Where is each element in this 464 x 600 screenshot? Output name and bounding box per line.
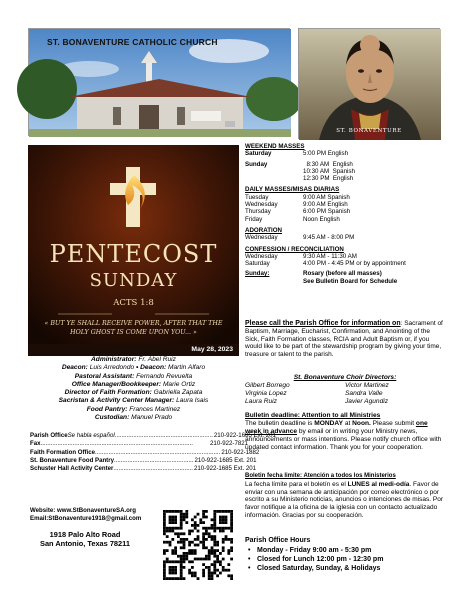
office-row: Parish Office Se habla español .......................................................... 210-922-1685 Ext. 201 xyxy=(30,432,276,439)
staff-row: Administrator: Fr. Abel Ruiz xyxy=(91,356,176,363)
deadline-body: The bulletin deadline is MONDAY at Noon. Please submit one week in advance by email or in writing your Ministry news, announcements or mass intentions. Please notify church office with updated contact information. Thank you for your cooperation. xyxy=(245,419,442,451)
staff-row: Pastoral Assistant: Fernando Revuelta xyxy=(74,372,193,380)
staff-row: Food Pantry: Frances Martinez xyxy=(86,405,181,413)
saint-caption: ST. BONAVENTURE xyxy=(336,128,402,134)
adoration-heading: ADORATION xyxy=(245,226,283,234)
parish-info xyxy=(245,320,445,359)
staff-list xyxy=(28,356,239,422)
address-line: 1918 Palo Alto Road xyxy=(49,530,121,539)
website-link[interactable]: Website: www.StBonaventureSA.org xyxy=(30,507,136,514)
staff-row: Deacon: Luis Arredondo • Deacon: Martin Alfaro xyxy=(61,364,206,372)
address xyxy=(30,530,140,548)
choir-heading: St. Bonaventure Choir Directors: xyxy=(293,374,397,381)
staff-row: Office Manager/Bookkeeper: Marie Ortiz xyxy=(71,380,196,388)
church-photo xyxy=(28,28,290,136)
adoration-row: Wednesday 9:45 AM - 8:00 PM xyxy=(245,234,355,242)
weekend-mass-row: Saturday 5:00 PM English xyxy=(245,150,349,158)
mass-schedule xyxy=(245,143,445,285)
deadline-heading: Bulletin deadline: Attention to all Ministries xyxy=(245,412,381,419)
rosary-row: Sunday: Rosary (before all masses) xyxy=(245,270,382,278)
info-lead: Please call the Parish Office for information on xyxy=(245,320,401,327)
staff-row: Custodian: Manuel Prado xyxy=(94,414,173,422)
weekend-mass-row: 10:30 AM Spanish xyxy=(303,167,355,175)
confession-row: Wednesday 9:30 AM - 11:30 AM xyxy=(245,252,357,260)
qr-code[interactable] xyxy=(163,510,233,580)
office-row: St. Bonaventure Food Pantry ............................................... 210-922-1685 Ext. 201 xyxy=(30,456,257,464)
fecha-body: La fecha límite para el boletín es el LUNES al medi-odía. Favor de enviar con una semana de anticipación por correo electrónico o por escrito a su Ministerio noticias, anuncios o intenciones de misas. Por favor notifique a la oficina de la iglesia con un contacto actualizado información. Gracias por su cooperación. xyxy=(245,480,443,519)
daily-mass-row: Wednesday 9:00 AM English xyxy=(245,201,348,209)
choir-row: Virginia Lopez Sandra Valle xyxy=(245,389,383,397)
office-hours-item: • Closed Saturday, Sunday, & Holidays xyxy=(245,564,445,573)
bulletin-deadline xyxy=(245,412,445,452)
daily-mass-row: Thursday 6:00 PM Spanish xyxy=(245,208,351,216)
saint-portrait xyxy=(298,28,440,139)
poster-subtitle: SUNDAY xyxy=(89,270,178,291)
address-line: San Antonio, Texas 78211 xyxy=(40,539,130,548)
office-row: Fax .......................................................................................... 210-922-7821 xyxy=(30,440,248,448)
office-hours-item: • Monday - Friday 9:00 am - 5:30 pm xyxy=(245,546,445,555)
confession-heading: CONFESSION / RECONCILIATION xyxy=(245,245,344,253)
weekend-masses-heading: WEEKEND MASSES xyxy=(245,143,305,150)
office-hours xyxy=(245,536,445,573)
poster-quote-line: HOLY GHOST IS COME UPON YOU... » xyxy=(70,329,197,336)
weekend-mass-row: Sunday 8:30 AM English xyxy=(245,160,353,168)
info-body: : Sacrament of Baptism, Marriage, Eucharist, Confirmation, and Anointing of the Sick, Faith Formation classes, RCIA and Adult Baptism or, if you would like to be part of the stewardship program by giving your time, treasure or talent to the parish. xyxy=(245,320,443,359)
church-title: ST. BONAVENTURE CATHOLIC CHURCH xyxy=(47,37,218,47)
staff-row: Sacristan & Activity Center Manager: Laura Isais xyxy=(58,397,209,405)
choir-row: Laura Ruiz Javier Agundiz xyxy=(245,397,389,405)
poster-quote-line: « BUT YE SHALL RECEIVE POWER, AFTER THAT THE xyxy=(44,320,223,327)
rosary-row: See Bulletin Board for Schedule xyxy=(303,277,398,285)
poster-title: PENTECOST xyxy=(49,240,218,268)
poster-quote xyxy=(38,319,229,337)
daily-mass-row: Friday Noon English xyxy=(245,215,340,223)
office-hours-heading: Parish Office Hours xyxy=(245,537,311,544)
office-phone-list xyxy=(30,432,276,473)
confession-row: Saturday 4:00 PM - 4:45 PM or by appointment xyxy=(245,260,406,268)
office-row: Faith Formation Office .......................................................................... 210-922-1882 xyxy=(30,448,260,456)
choir-row: Gilbert Borrego Victor Martinez xyxy=(245,381,389,389)
poster-verse: ACTS 1:8 xyxy=(113,298,154,308)
daily-mass-row: Tuesday 9:00 AM Spanish xyxy=(245,193,350,201)
office-row: Schuster Hall Activity Center ............................................... 210-922-1685 Ext. 201 xyxy=(30,465,256,473)
weekend-mass-row: 12:30 PM English xyxy=(303,175,354,183)
email-link[interactable]: Email:StBonaventure1918@gmail.com xyxy=(30,515,142,523)
bulletin-deadline-spanish xyxy=(245,473,445,520)
pentecost-poster xyxy=(28,145,239,353)
bulletin-date: May 28, 2023 xyxy=(28,344,239,356)
daily-masses-heading: DAILY MASSES/MISAS DIARIAS xyxy=(245,186,340,194)
contact-block xyxy=(30,507,141,524)
fecha-heading: Boletin fecha limite: Atención a todos los Ministerios xyxy=(245,473,396,479)
office-hours-item: • Closed for Lunch 12:00 pm - 12:30 pm xyxy=(245,555,445,564)
staff-row: Director of Faith Formation: Gabriella Zapata xyxy=(64,389,203,397)
choir-directors xyxy=(245,374,445,406)
